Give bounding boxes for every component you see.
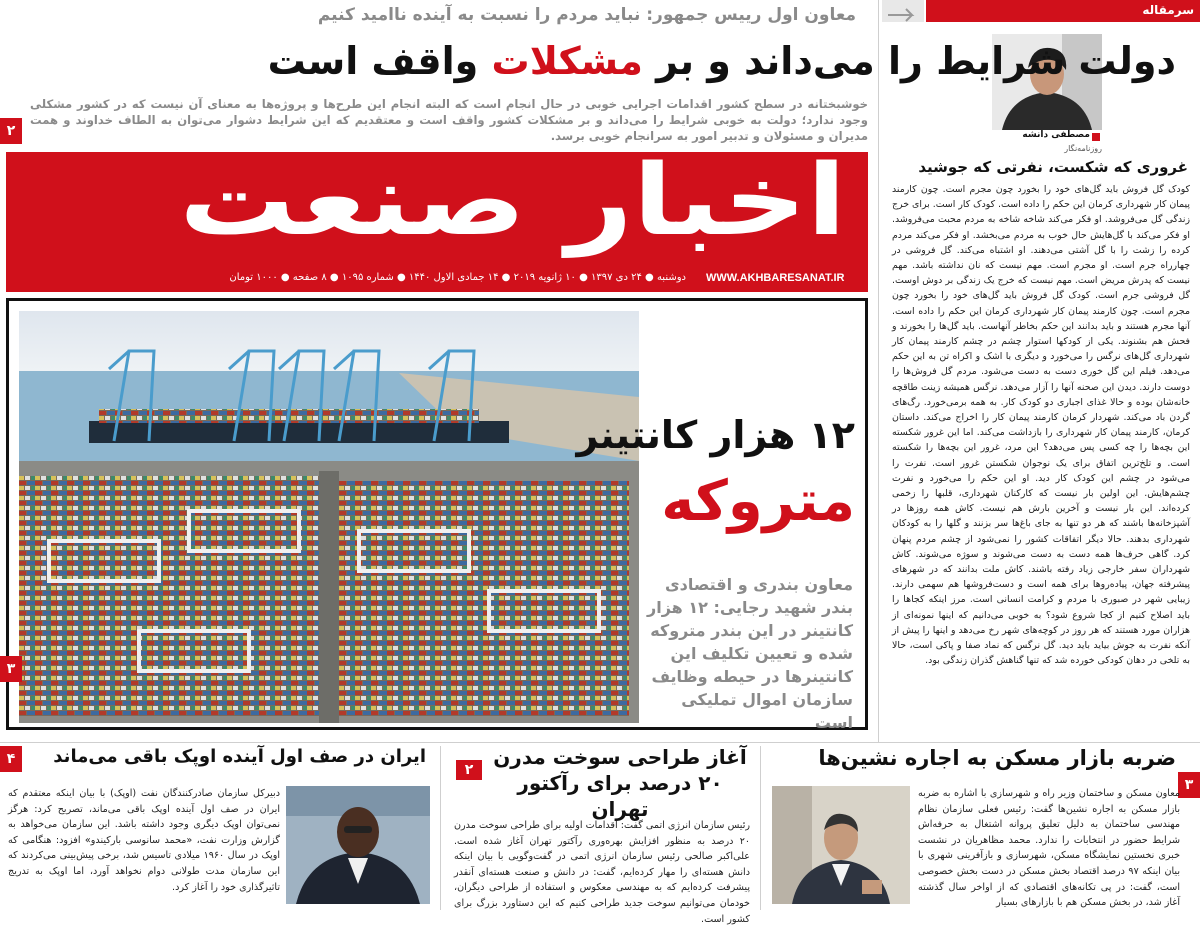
editorial-title: غروری که شکست، نفرتی که جوشید bbox=[918, 158, 1188, 176]
feature-title-line2: متروکه bbox=[661, 469, 855, 534]
headline-part-2: واقف است bbox=[267, 39, 479, 83]
author-name: مصطفی دانشه bbox=[1022, 130, 1090, 140]
feature-title-line1: ۱۲ هزار کانتینر bbox=[576, 413, 855, 457]
story-title: آغاز طراحی سوخت مدرن ۲۰ درصد برای رآکتور تهران bbox=[493, 745, 747, 821]
story-housing bbox=[762, 744, 1200, 914]
story-title: ایران در صف اول آینده اوپک باقی می‌ماند bbox=[53, 746, 426, 767]
masthead-website: WWW.AKHBARESANAT.IR bbox=[706, 272, 845, 284]
opec-official-photo bbox=[286, 786, 430, 904]
masthead-logo: اخبار صنعت bbox=[178, 144, 846, 258]
bottom-divider bbox=[760, 746, 761, 910]
page-ref-badge: ۳ bbox=[0, 656, 22, 682]
story-body: رئیس سازمان انرژی اتمی گفت: اقدامات اولیه برای طراحی سوخت مدرن ۲۰ درصد به منظور افزایش بهره‌وری رآکتور تهران آغاز شده است. علی‌اکبر صالحی رئیس سازمان انرژی اتمی در گفت‌وگویی با بیان اینکه دانش هسته‌ای را مهار کرده‌ایم، گفت: در دانش و صنعت هسته‌ای آنقدر پیشرفت کرده‌ایم که به مهندسی معکوس و استفاده از طراحی دیگران، خودمان می‌توانیم سوخت جدید طراحی کنیم که این دستاورد بزرگ برای کشور است. bbox=[454, 820, 750, 925]
page-ref-badge: ۴ bbox=[0, 746, 22, 772]
top-lede: خوشبختانه در سطح کشور اقدامات اجرایی خوبی در حال انجام است که البته انجام این طرح‌ها و پروژه‌ها به معنای آن نیست که در کشور مشکلی وجود ندارد؛ دولت به خوبی شرایط را می‌داند و بر مشکلات کشور واقف است و معتقدیم که این شرایط دشوار می‌توان به الطاف خداوند و همت مدیران و مسئولان و تدبیر امور به سرانجام خوبی برسد. bbox=[30, 97, 868, 143]
feature-box bbox=[6, 298, 868, 730]
page-ref-badge: ۲ bbox=[0, 118, 22, 144]
story-opec bbox=[0, 744, 438, 914]
masthead-banner bbox=[6, 144, 868, 292]
arrow-icon bbox=[882, 0, 924, 22]
bottom-divider bbox=[440, 746, 441, 910]
story-body: معاون مسکن و ساختمان وزیر راه و شهرسازی با اشاره به ضربه بازار مسکن به اجاره نشین‌ها گفت: رئیس فعلی سازمان نظام مهندسی ساختمان به دلیل تعلیق پروانه اشتغال به حرفه‌اش شرایط حضور در انتخابات را ندارد. محمد مظاهریان در نشست خبری نخستین نمایشگاه مسکن، شهرسازی و بازآفرینی شهری با بیان اینکه ۹۷ درصد اقتصاد بخش مسکن در دست بخش خصوصی است، گفت: در پی تکانه‌های اقتصادی که از اواخر سال گذشته آغاز شد، در بخش مسکن هم با بازارهای بسیار bbox=[918, 788, 1180, 909]
story-body: دبیرکل سازمان صادرکنندگان نفت (اوپک) با بیان اینکه معتقدم که ایران در صف اول آینده اوپک باقی می‌ماند، تصریح کرد: هرگز نمی‌توان اوپک دیگری وجود داشته باشد. این سازمان می‌خواهد به گزارش وزارت نفت، «محمد سانوسی بارکیندو» افزود: هنگامی که اوپک در سال ۱۹۶۰ میلادی تاسیس شد، برخی پیش‌بینی می‌کردند که این سازمان مدت طولانی دوام نخواهد آورد، اما اوپک به تدریج تاثیرگذاری خود را آغاز کرد. bbox=[8, 788, 280, 893]
editorial-section-label: سرمقاله bbox=[1142, 3, 1194, 17]
story-nuclear bbox=[442, 744, 758, 925]
port-photo bbox=[19, 311, 639, 723]
headline-red-word: مشکلات bbox=[491, 39, 643, 83]
feature-deck: معاون بندری و اقتصادی بندر شهید رجایی: ۱۲ هزار کانتینر در این بندر متروکه شده و تعیین تکلیف این کانتینرها در حیطه وظایف سازمان اموال تملیکی است bbox=[647, 575, 853, 732]
editorial-column bbox=[880, 0, 1200, 742]
headline-part-1: دولت شرایط را می‌داند و بر bbox=[656, 39, 1176, 83]
bottom-rule bbox=[0, 742, 1200, 743]
editorial-body: کودک گل فروش باید گل‌های خود را بخورد چون مجرم است. چون کارمند پیمان کار شهرداری کرمان این حکم را داده است. کودک کار است. برای خرج زندگی گل می‌فروشد. او فکر می‌کند شاخه شاخه به مردم محبت می‌فروشد. او فکر می‌کند با گل‌هایش حال خوب به مردم می‌بخشد. او فکر می‌کند مردم کرده را زشت را با گل آشتی می‌دهند. او اشتباه می‌کند. گل فروشی در چهارراه جرم است. او مجرم است. مهم نیست که نان نداشته باشد. مهم نیست که پدرش مریض است. مهم نیست که خرج یک زندگی بر دوش اوست. گل فروشی جرم است. کودک گل فروش باید گل‌های خود را بخورد چون مجرم است. چون کارمند پیمان کار شهرداری کرمان این حکم را داده است. آنها مجرم هستند و باید بدانند این حکم بخاطر آنهاست. باید گل‌ها را بخورند و فحش هم بشنوند. یکی از کودکها استوار چشم در چشم کارمند پیمان کار شهرداری گل‌های نرگس را می‌خورد و دیگری با اشک و اکراه تن به این حکم می‌دهد. فیلم این گل خوری دست به دست می‌شود. مردم گل فروش‌ها را دوست دارند. دیدن این صحنه آنها را آزار می‌دهد. نرگس همیشه زینت طاقچه خانه‌شان بوده و حالا غذای اجباری دو کودک کار. به همه برمی‌خورد. رگ‌های گردن باد می‌کند. شهردار کرمان کارمند پیمان کار را اخراج می‌کند. داستان کرمان، کارمند پیمان کار شهرداری را بازداشت می‌کند. اما این غرور شکسته این بچه‌ها را چه کسی پس می‌دهد؟ این مرد، غرور این بچه‌ها را شکسته است. و تلخ‌ترین اتفاق برای یک نوجوان شکستن غرور است. نفرت را می‌شود در چشم این کودک کار دید. او این حکم را می‌خورد و نفرت چشم‌هایش. این اولین بار نیست که کارکنان شهرداری، قلبها را زخمی کرده‌اند. این بار نیست و آخرین بارش هم نیست. کاش همه روزها در آشپزخانه‌ها باشند که هر دو تنها به جای باغ‌ها سر بزنند و گلها را به کودکان شهرداری بدهند. حالا دیگر اتفاقات کشور را نمی‌شود از چشم مردم پنهان کرد. گاهی حرف‌ها همه دست به دست می‌شوند و سوژه می‌شوند. کاش شهرداران سفر خارجی زیاد رفته باشند. کاش ملت بدانند که در شهرهای پیشرفته جهان، پیاده‌روها برای همه است و دست‌فروشها هم سهمی دارند. زیبایی شهر در صبوری با مردم و کرامت انسانی است. مرز اینکه کجاها را باید اصلاح کنیم از کجا شروع شود؟ به خوبی می‌دانیم که اینها نمونه‌ای از هزاران مورد هستند که هر روز در کوچه‌های شهر رخ می‌دهد و اینها را پیش از آنکه نفرت به جوش بیاید باید دید. گل نرگس که نماد صفا و پاکی است، حالا به تلخی در دهان کودکی خورده شد که تنها گناهش گذران زندگی بود. bbox=[892, 184, 1190, 667]
official-photo bbox=[772, 786, 910, 904]
masthead-dateline: دوشنبه ● ۲۴ دی ۱۳۹۷ ● ۱۰ ژانویه ۲۰۱۹ ● ۱۴ جمادی الاول ۱۴۴۰ ● شماره ۱۰۹۵ ● ۸ صفحه ● ۱۰۰۰ تومان bbox=[229, 272, 686, 283]
page-ref-badge: ۲ bbox=[456, 760, 482, 780]
top-kicker: معاون اول رییس جمهور: نباید مردم را نسبت به آینده ناامید کنیم bbox=[317, 5, 856, 25]
column-divider bbox=[878, 0, 879, 742]
story-title: ضربه بازار مسکن به اجاره نشین‌ها bbox=[818, 746, 1176, 770]
page-ref-badge: ۳ bbox=[1178, 772, 1200, 798]
author-name-marker bbox=[1092, 133, 1100, 141]
author-role: روزنامه‌نگار bbox=[1064, 144, 1102, 153]
top-headline bbox=[267, 36, 1176, 86]
